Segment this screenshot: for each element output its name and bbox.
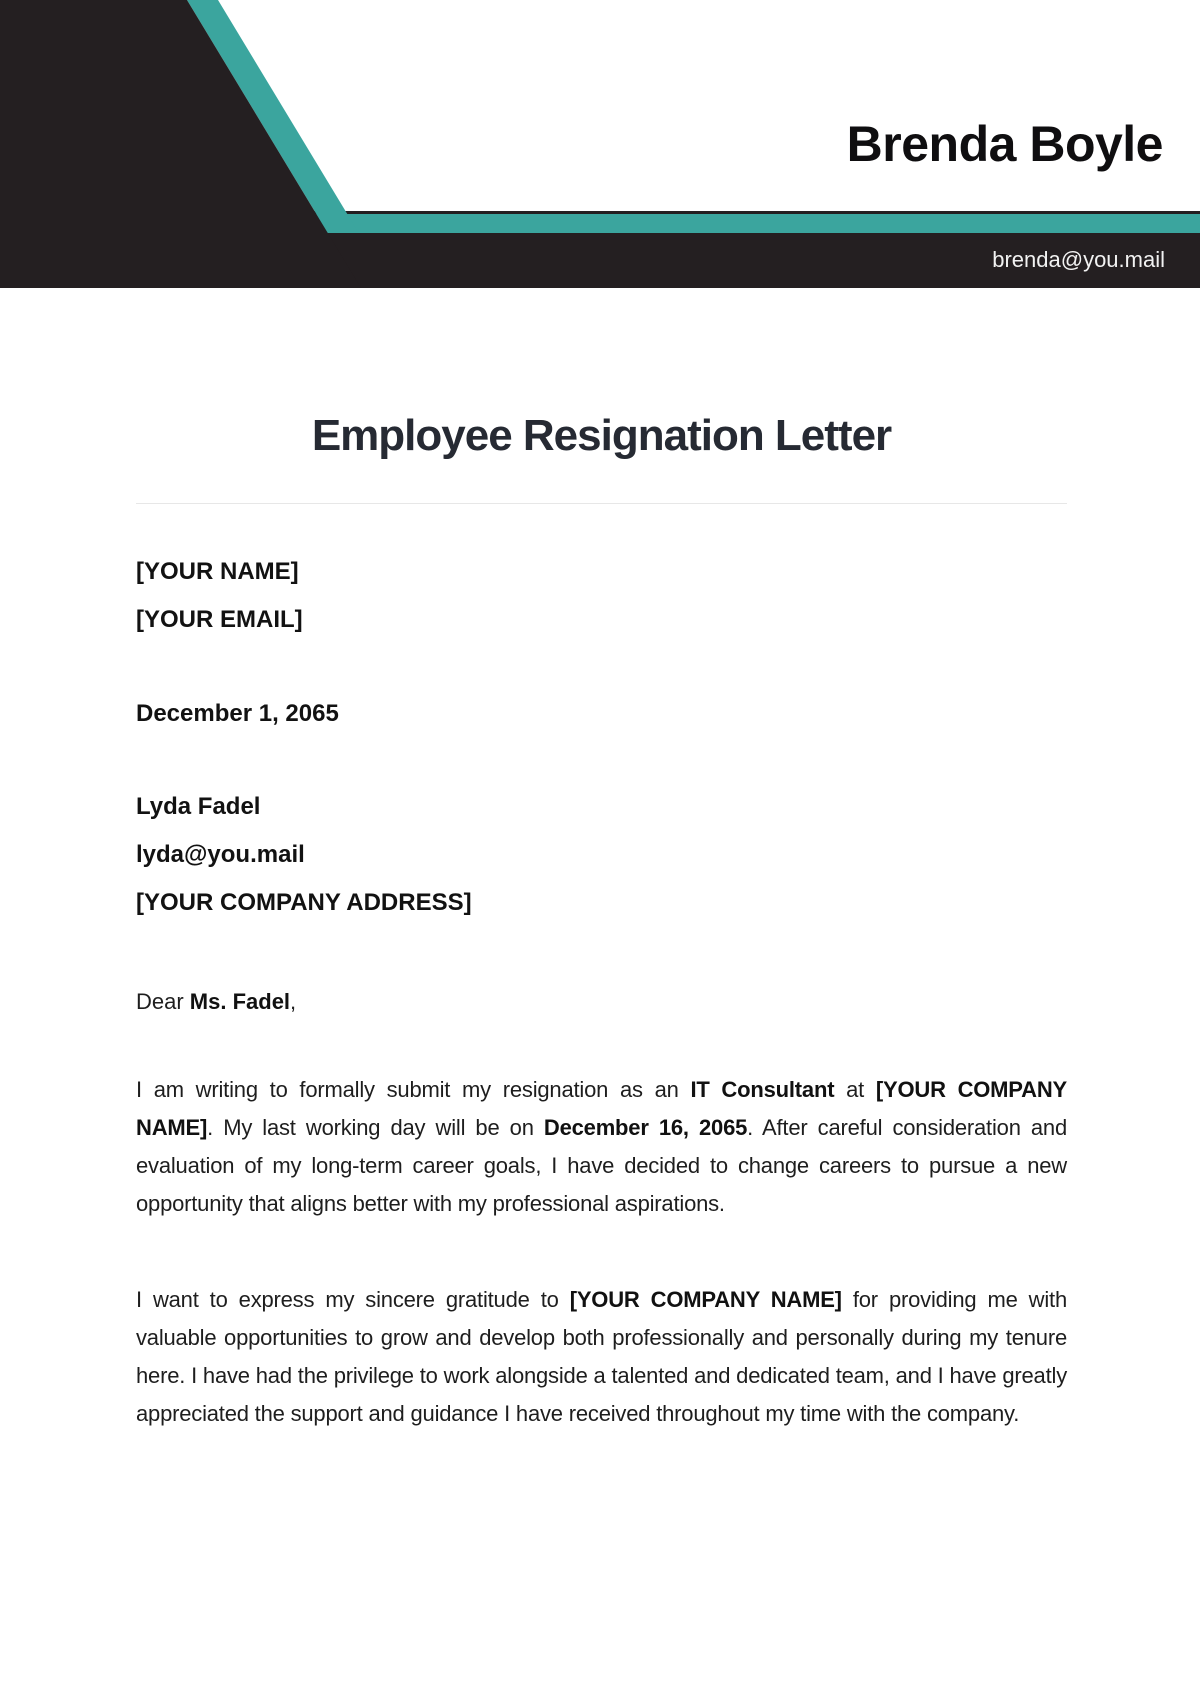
sender-email: [YOUR EMAIL] <box>136 606 303 633</box>
letterhead-email: brenda@you.mail <box>992 247 1165 272</box>
letter-content <box>0 408 1200 1433</box>
letterhead-name: Brenda Boyle <box>846 116 1163 172</box>
paragraph-1: I am writing to formally submit my resignation as an IT Consultant at [YOUR COMPANY NAME]. My last working day will be on December 16, 2065. After careful consideration and evaluation of my long-term career goals, I have decided to change careers to pursue a new opportunity that aligns better with my professional aspirations. <box>136 1077 1068 1216</box>
letter-date: December 1, 2065 <box>136 700 339 727</box>
letterhead <box>0 0 1200 288</box>
date-block <box>136 690 1067 738</box>
recipient-address: [YOUR COMPANY ADDRESS] <box>136 889 472 916</box>
sender-block <box>136 548 1067 644</box>
sender-name: [YOUR NAME] <box>136 558 299 585</box>
divider-rule <box>136 503 1067 504</box>
recipient-block <box>136 783 1067 927</box>
salutation: Dear Ms. Fadel, <box>136 989 297 1014</box>
recipient-name: Lyda Fadel <box>136 793 261 820</box>
paragraph-2: I want to express my sincere gratitude to [YOUR COMPANY NAME] for providing me with valuable opportunities to grow and develop both professionally and personally during my tenure here. I have had the privilege to work alongside a talented and dedicated team, and I have greatly appreciated the support and guidance I have received throughout my time with the company. <box>136 1287 1067 1426</box>
recipient-email: lyda@you.mail <box>136 841 305 868</box>
letter-title: Employee Resignation Letter <box>311 411 892 460</box>
